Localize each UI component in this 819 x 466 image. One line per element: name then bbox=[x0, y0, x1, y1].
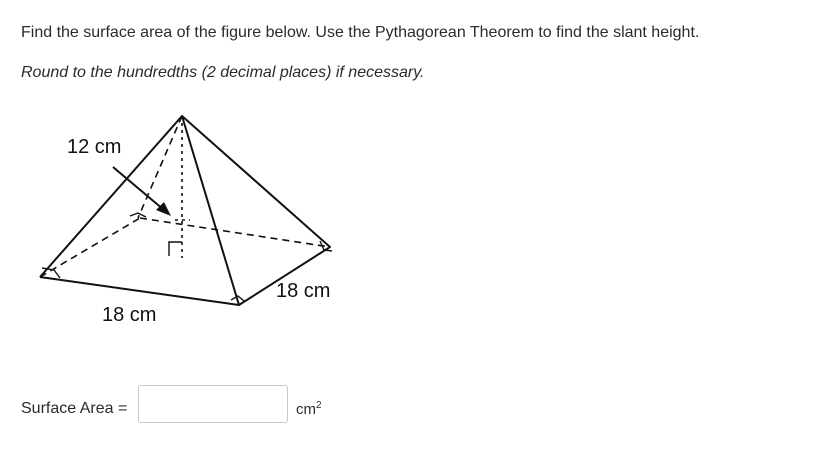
pyramid-figure bbox=[30, 100, 360, 340]
unit-exponent: 2 bbox=[316, 400, 322, 411]
rounding-note: Round to the hundredths (2 decimal places) if necessary. bbox=[21, 64, 425, 81]
unit-label bbox=[296, 401, 322, 418]
surface-area-input[interactable] bbox=[138, 385, 288, 423]
height-label: 12 cm bbox=[67, 136, 122, 158]
unit-base: cm bbox=[296, 401, 316, 418]
base-front-label: 18 cm bbox=[102, 304, 157, 326]
base-side-label: 18 cm bbox=[276, 280, 331, 302]
question-instruction: Find the surface area of the figure below. Use the Pythagorean Theorem to find the slant height. bbox=[21, 24, 700, 41]
surface-area-label: Surface Area = bbox=[21, 400, 128, 417]
